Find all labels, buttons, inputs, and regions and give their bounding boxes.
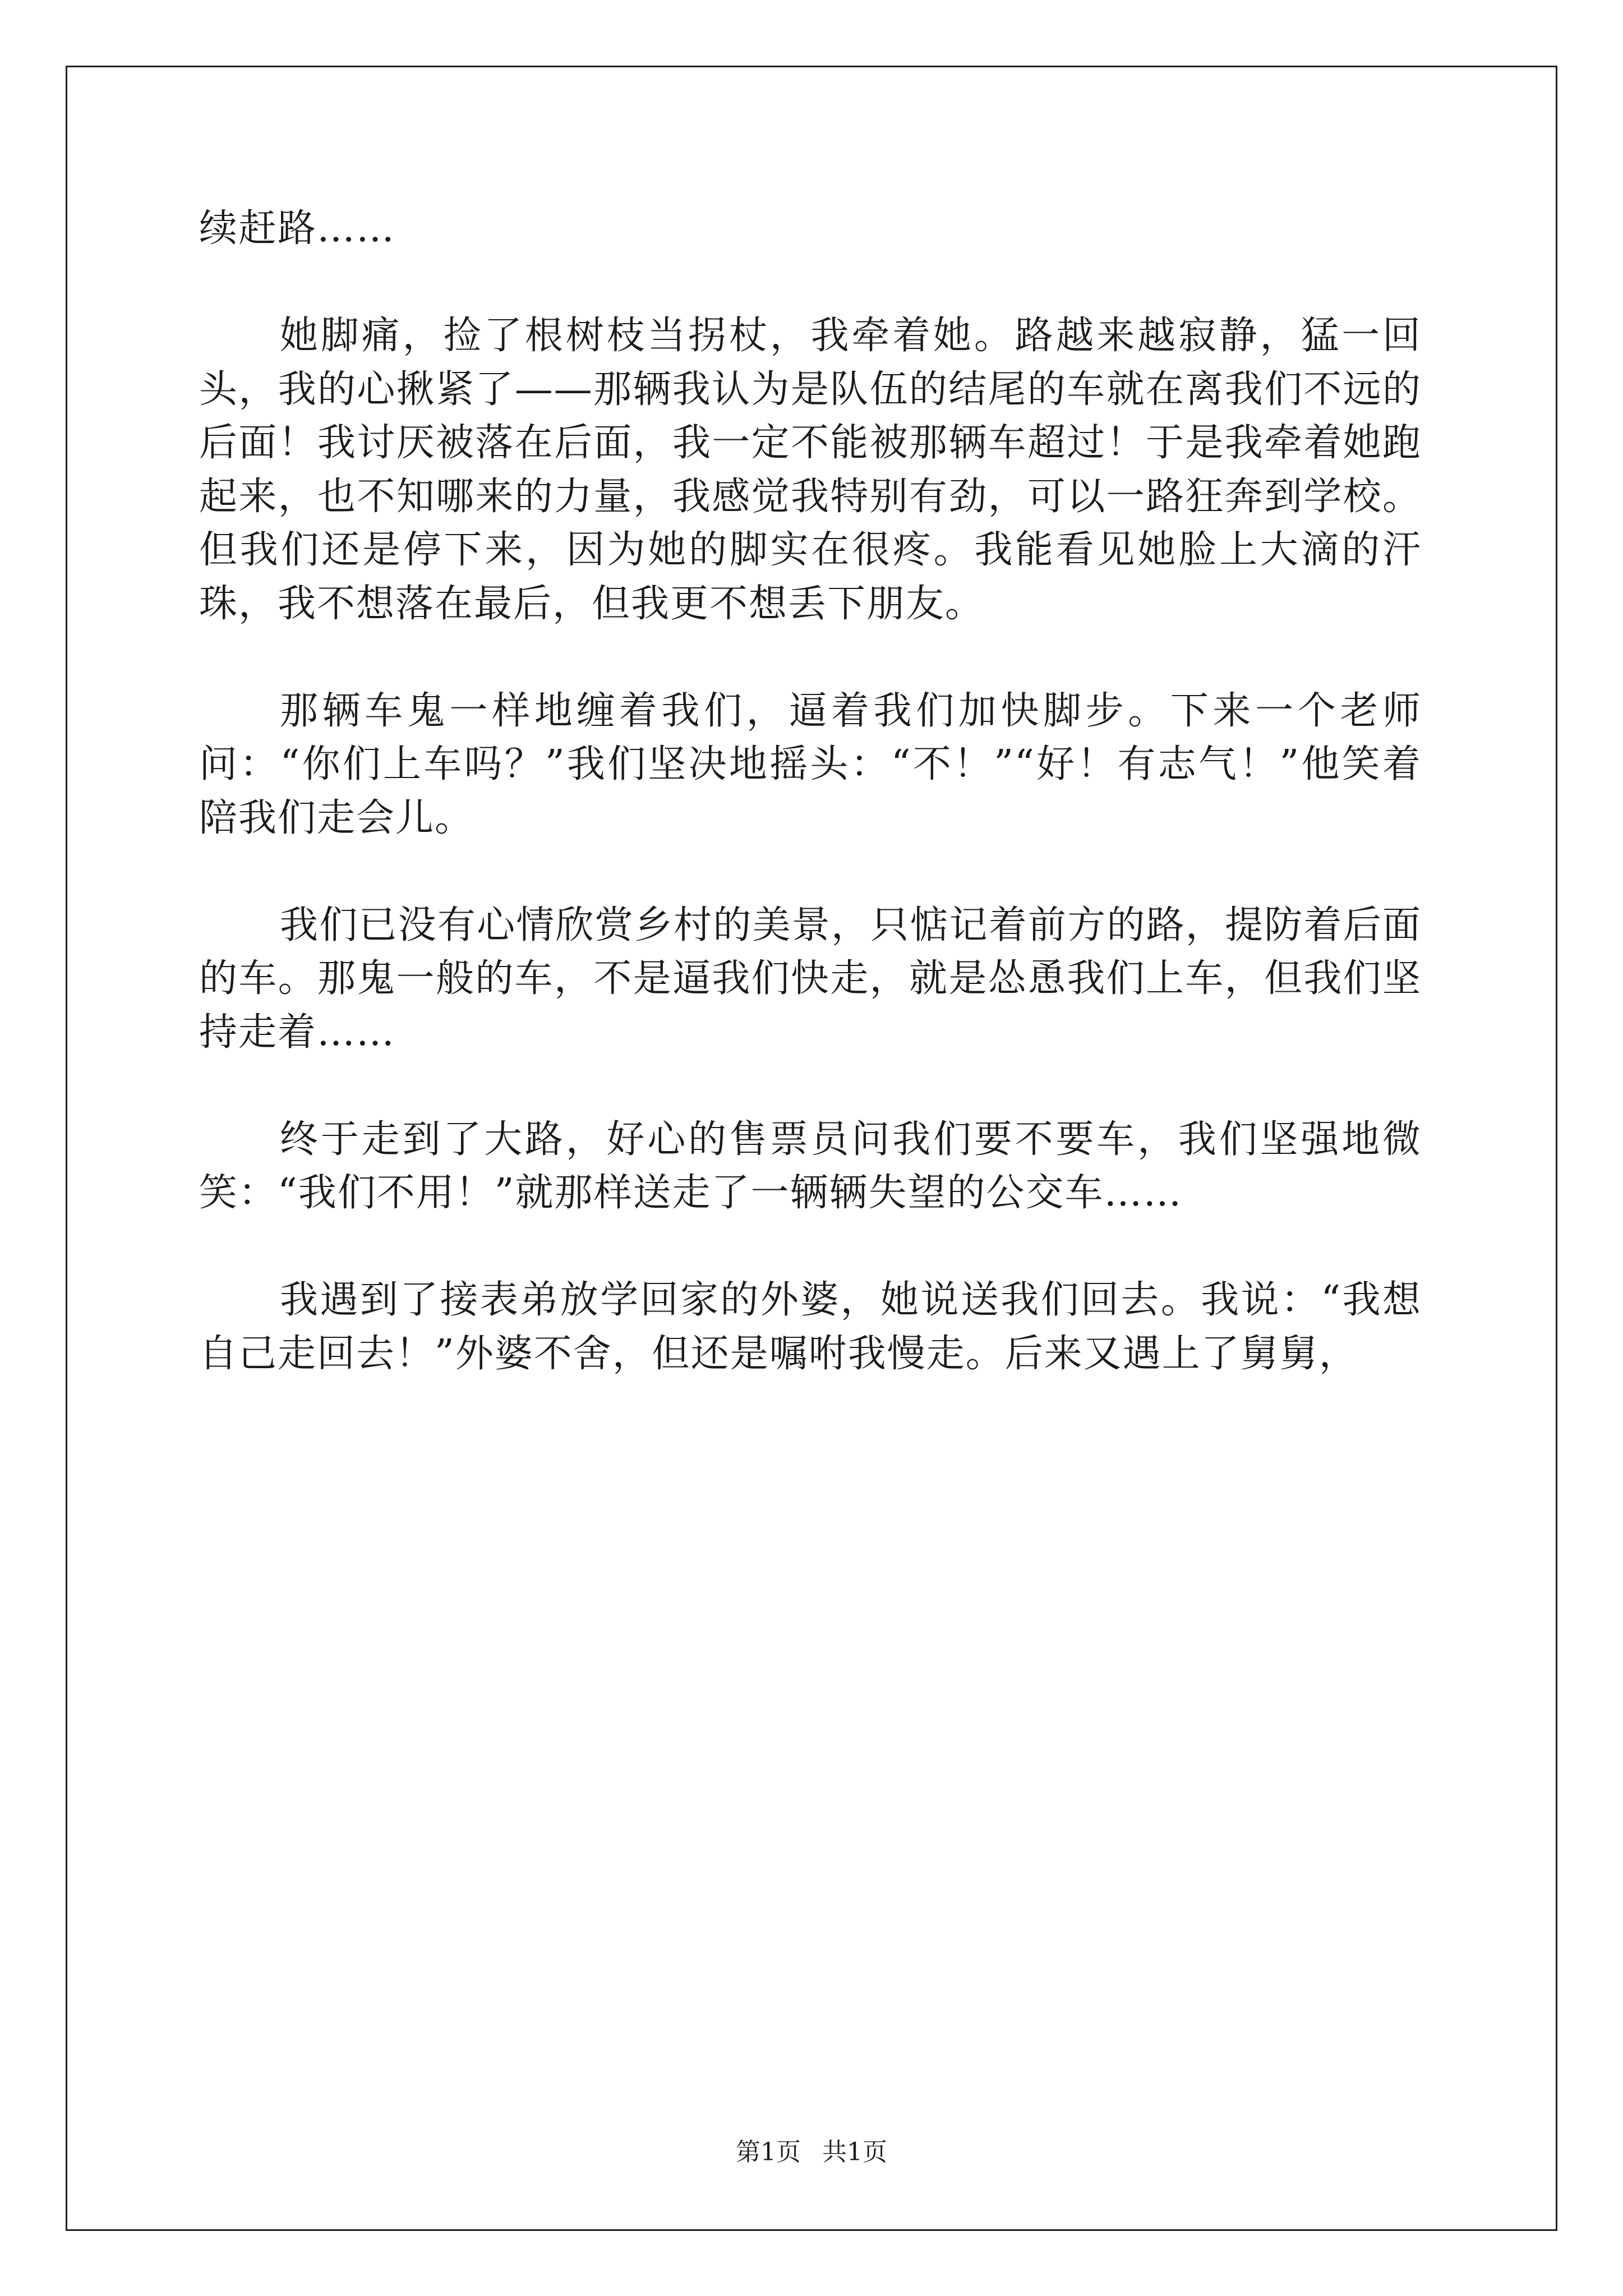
paragraph: 我们已没有心情欣赏乡村的美景，只惦记着前方的路，提防着后面的车。那鬼一般的车，不是逼我们快走，就是怂恿我们上车，但我们坚持走着……	[199, 903, 1422, 1055]
total-pages-label: 共1页	[822, 2138, 887, 2166]
paragraph: 我遇到了接表弟放学回家的外婆，她说送我们回去。我说：“我想自己走回去！”外婆不舍，但还是嘱咐我慢走。后来又遇上了舅舅，	[199, 1278, 1422, 1376]
current-page-label: 第1页	[736, 2138, 801, 2166]
paragraph: 那辆车鬼一样地缠着我们，逼着我们加快脚步。下来一个老师问：“你们上车吗？”我们坚决地摇头：“不！”“好！有志气！”他笑着陪我们走会儿。	[199, 688, 1422, 840]
paragraph: 终于走到了大路，好心的售票员问我们要不要车，我们坚强地微笑：“我们不用！”就那样送走了一辆辆失望的公交车……	[199, 1117, 1422, 1215]
document-body	[199, 202, 1422, 1381]
paragraph: 续赶路……	[199, 206, 396, 251]
paragraph: 她脚痛，捡了根树枝当拐杖，我牵着她。路越来越寂静，猛一回头，我的心揪紧了——那辆我认为是队伍的结尾的车就在离我们不远的后面！我讨厌被落在后面，我一定不能被那辆车超过！于是我牵着她跑起来，也不知哪来的力量，我感觉我特别有劲，可以一路狂奔到学校。但我们还是停下来，因为她的脚实在很疼。我能看见她脸上大滴的汗珠，我不想落在最后，但我更不想丢下朋友。	[199, 314, 1422, 626]
page-footer	[0, 2132, 1623, 2168]
